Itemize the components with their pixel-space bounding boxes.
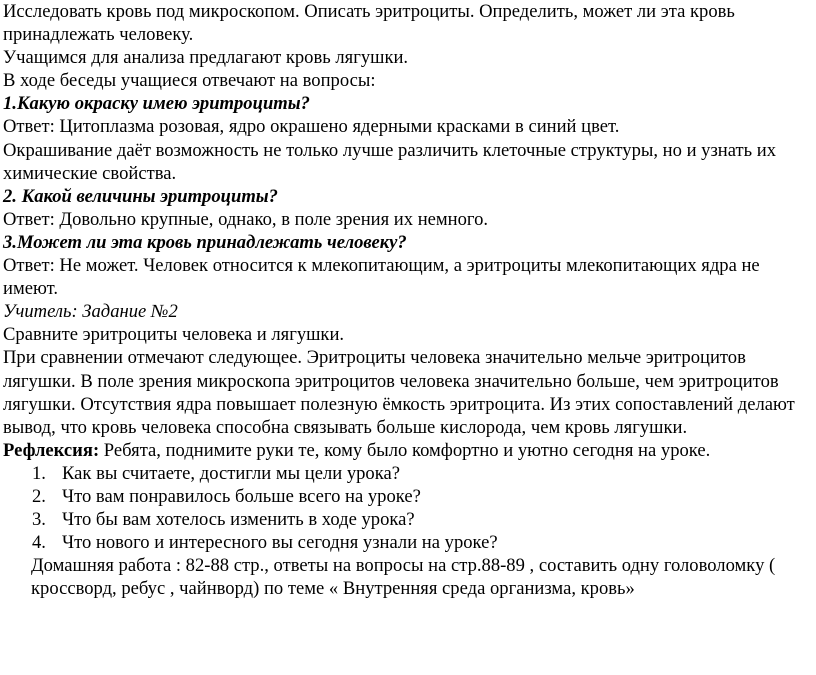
reflection-text: Ребята, поднимите руки те, кому было комфортно и уютно сегодня на уроке. [99,439,711,461]
list-item-number: 3. [32,509,46,531]
list-item-number: 1. [32,462,46,484]
reflection-label: Рефлексия: [3,439,100,461]
reflection-questions-list [3,462,812,554]
question-1: 1.Какую окраску имею эритроциты? [3,93,310,115]
list-item-text: Что вам понравилось больше всего на уроке? [62,485,421,507]
list-item-text: Что нового и интересного вы сегодня узнали на уроке? [62,532,498,554]
answer-3: Ответ: Не может. Человек относится к млекопитающим, а эритроциты млекопитающих ядра не имеют. [3,255,760,300]
list-item-number: 2. [32,485,46,507]
answer-1-extra: Окрашивание даёт возможность не только лучше различить клеточные структуры, но и узнать их химические свойства. [3,139,777,184]
list-item-text: Что бы вам хотелось изменить в ходе урока? [62,509,415,531]
reflection-paragraph [3,439,812,462]
answer-2: Ответ: Довольно крупные, однако, в поле зрения их немного. [3,208,489,230]
homework-paragraph: Домашняя работа : 82-88 стр., ответы на вопросы на стр.88-89 , составить одну головоломку ( кроссворд, ребус , чайнворд) по теме « Внутренняя среда организма, кровь» [31,555,776,600]
teacher-heading: Учитель: Задание №2 [3,301,178,323]
question-2: 2. Какой величины эритроциты? [3,185,278,207]
question-3: 3.Может ли эта кровь принадлежать человеку? [3,231,407,253]
teacher-comparison: При сравнении отмечают следующее. Эритроциты человека значительно мельче эритроцитов лягушки. В поле зрения микроскопа эритроцитов человека значительно больше, чем эритроцитов лягушки. Отсутствия ядра повышает полезную ёмкость эритроцита. Из этих сопоставлений делают вывод, что кровь человека способна связывать больше кислорода, чем кровь лягушки. [3,347,795,438]
list-item [3,485,812,508]
list-item [3,462,812,485]
list-item [3,508,812,531]
list-item-text: Как вы считаете, достигли мы цели урока? [62,462,400,484]
intro-task: Исследовать кровь под микроскопом. Описать эритроциты. Определить, может ли эта кровь принадлежать человеку. [3,1,735,46]
list-item [3,531,812,554]
teacher-task: Сравните эритроциты человека и лягушки. [3,324,345,346]
list-item-number: 4. [32,532,46,554]
intro-discussion: В ходе беседы учащиеся отвечают на вопросы: [3,70,376,92]
intro-sample: Учащимся для анализа предлагают кровь лягушки. [3,47,409,69]
answer-1: Ответ: Цитоплазма розовая, ядро окрашено ядерными красками в синий цвет. [3,116,620,138]
